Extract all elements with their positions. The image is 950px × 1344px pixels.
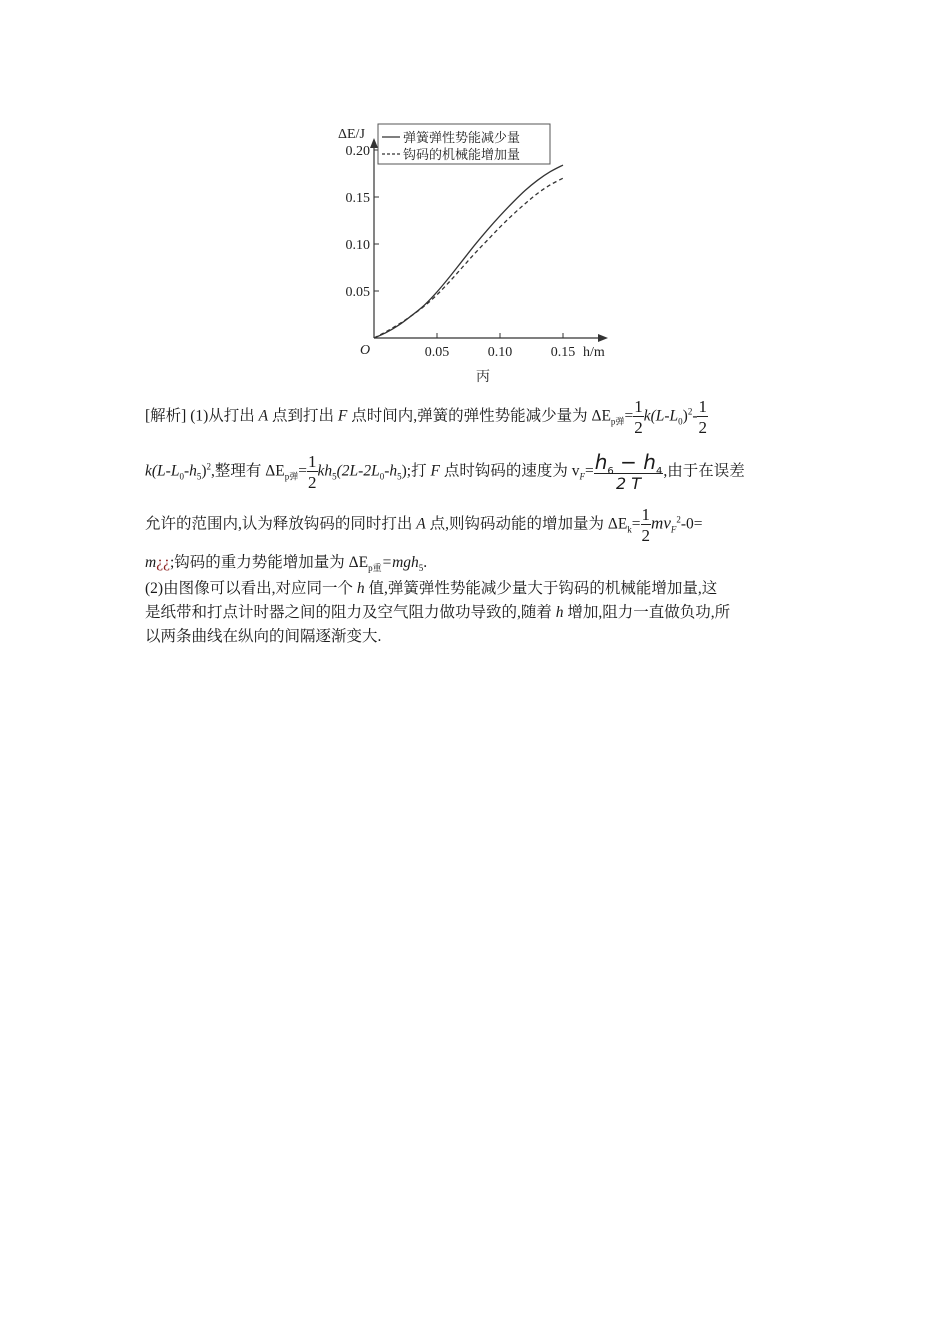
subscript: 0: [379, 471, 385, 482]
analysis-line-6: [145, 600, 730, 622]
series-mechanical-energy: [374, 178, 563, 338]
text: 以两条曲线在纵向的间隔逐渐变大.: [145, 628, 382, 645]
formula: -h: [183, 462, 197, 480]
subscript: 5: [196, 471, 202, 482]
text: 值,弹簧弹性势能减少量大于钩码的机械能增加量,这: [364, 580, 718, 597]
var-h: h: [356, 580, 365, 597]
denominator: 2 T: [616, 474, 642, 493]
text: -: [692, 407, 698, 425]
y-tick-label: 0.15: [345, 191, 370, 206]
superscript: 2: [676, 514, 681, 525]
subscript: p弹: [284, 471, 299, 482]
subscript: 6: [607, 466, 614, 477]
formula: m: [145, 554, 157, 571]
text: =: [584, 462, 594, 480]
text: ): [201, 462, 207, 480]
formula: =mgh: [381, 554, 419, 571]
energy-chart: [330, 118, 630, 390]
chart-svg: [330, 118, 630, 390]
superscript: 2: [687, 406, 693, 417]
subscript: F: [579, 471, 585, 482]
x-tick-label: 0.10: [487, 345, 513, 360]
text: 允许的范围内,认为释放钩码的同时打出: [145, 515, 417, 533]
text: ,整理有 ΔE: [211, 462, 285, 480]
chart-legend: [378, 124, 550, 164]
subscript: 4: [655, 466, 663, 477]
x-axis-arrow: [598, 334, 608, 342]
text: =: [298, 462, 307, 480]
formula: mv: [651, 513, 671, 533]
x-tick-label: 0.05: [424, 345, 450, 360]
y-tick-label: 0.10: [345, 238, 370, 253]
point-a: A: [416, 515, 426, 533]
analysis-line-5: [145, 576, 717, 598]
numerator: [594, 450, 664, 477]
text: .: [423, 554, 428, 571]
chart-curves: [374, 165, 563, 338]
figure-caption: 丙: [476, 369, 490, 385]
garbled-glyph: ¿¿: [156, 554, 170, 571]
subscript: 0: [678, 416, 683, 427]
text: 是纸带和打点计时器之间的阻力及空气阻力做功导致的,随着: [145, 604, 556, 621]
formula: k(L-L: [145, 462, 180, 480]
legend-label: 弹簧弹性势能减少量: [403, 131, 521, 146]
denominator: 2: [634, 418, 643, 437]
subscript: 0: [179, 471, 184, 482]
numerator: 1: [634, 397, 643, 416]
subscript: 5: [418, 563, 424, 574]
analysis-line-1: [145, 398, 708, 436]
y-tick-label: 0.20: [345, 144, 370, 159]
subscript: 5: [332, 471, 337, 482]
y-tick-label: 0.05: [345, 285, 370, 300]
y-axis-arrow: [370, 138, 378, 148]
fraction-half: [641, 506, 652, 544]
text: =: [624, 407, 634, 425]
denominator: 2: [641, 526, 651, 545]
fraction-half: [697, 398, 708, 436]
subscript: k: [627, 524, 632, 535]
var-h: h: [555, 604, 564, 621]
formula: (2L-2L: [336, 462, 380, 480]
subscript: p弹: [610, 416, 625, 427]
series-spring-elastic-energy: [374, 165, 563, 338]
text: 增加,阻力一直做负功,所: [563, 604, 731, 621]
fraction-half: [633, 398, 644, 436]
fraction-velocity: [594, 452, 664, 492]
text: ): [682, 407, 688, 425]
subscript: 5: [397, 471, 402, 482]
numerator: 1: [308, 452, 317, 471]
text: 点,则钩码动能的增加量为 ΔE: [425, 515, 628, 533]
analysis-line-3: [145, 506, 703, 544]
text: [解析] (1)从打出: [145, 407, 259, 425]
text: 点到打出: [268, 407, 338, 425]
minus: −: [613, 450, 644, 474]
text: 点时间内,弹簧的弹性势能减少量为 ΔE: [347, 407, 611, 425]
y-axis-label: ΔE/J: [338, 127, 365, 142]
denominator: 2: [308, 473, 317, 492]
analysis-line-4: [145, 550, 427, 572]
var-h: h: [643, 450, 656, 474]
chart-axes: [370, 138, 608, 342]
formula: k(L-L: [643, 407, 679, 425]
formula: -h: [384, 462, 398, 480]
origin-label: O: [360, 343, 371, 358]
text: =: [631, 515, 641, 533]
superscript: 2: [206, 461, 212, 472]
numerator: 1: [641, 505, 651, 524]
x-tick-label: 0.15: [550, 345, 576, 360]
analysis-line-2: [145, 452, 745, 492]
formula: kh: [317, 462, 333, 480]
chart-ticks: [346, 144, 576, 360]
point-f: F: [337, 407, 348, 425]
text: ;钩码的重力势能增加量为 ΔE: [169, 554, 369, 571]
point-f: F: [430, 462, 440, 480]
x-axis-label: h/m: [583, 345, 605, 360]
var-h: h: [594, 450, 608, 474]
text: );打: [401, 462, 431, 480]
text: ,由于在误差: [663, 462, 745, 480]
analysis-line-7: [145, 624, 381, 646]
numerator: 1: [698, 397, 707, 416]
subscript: F: [670, 524, 677, 535]
point-a: A: [258, 407, 269, 425]
legend-label: 钩码的机械能增加量: [403, 148, 521, 163]
subscript: p重: [368, 563, 382, 574]
text: 点时钩码的速度为 v: [439, 462, 580, 480]
text: -0=: [680, 515, 703, 533]
fraction-half: [307, 453, 318, 491]
text: (2)由图像可以看出,对应同一个: [145, 580, 357, 597]
denominator: 2: [698, 418, 707, 437]
